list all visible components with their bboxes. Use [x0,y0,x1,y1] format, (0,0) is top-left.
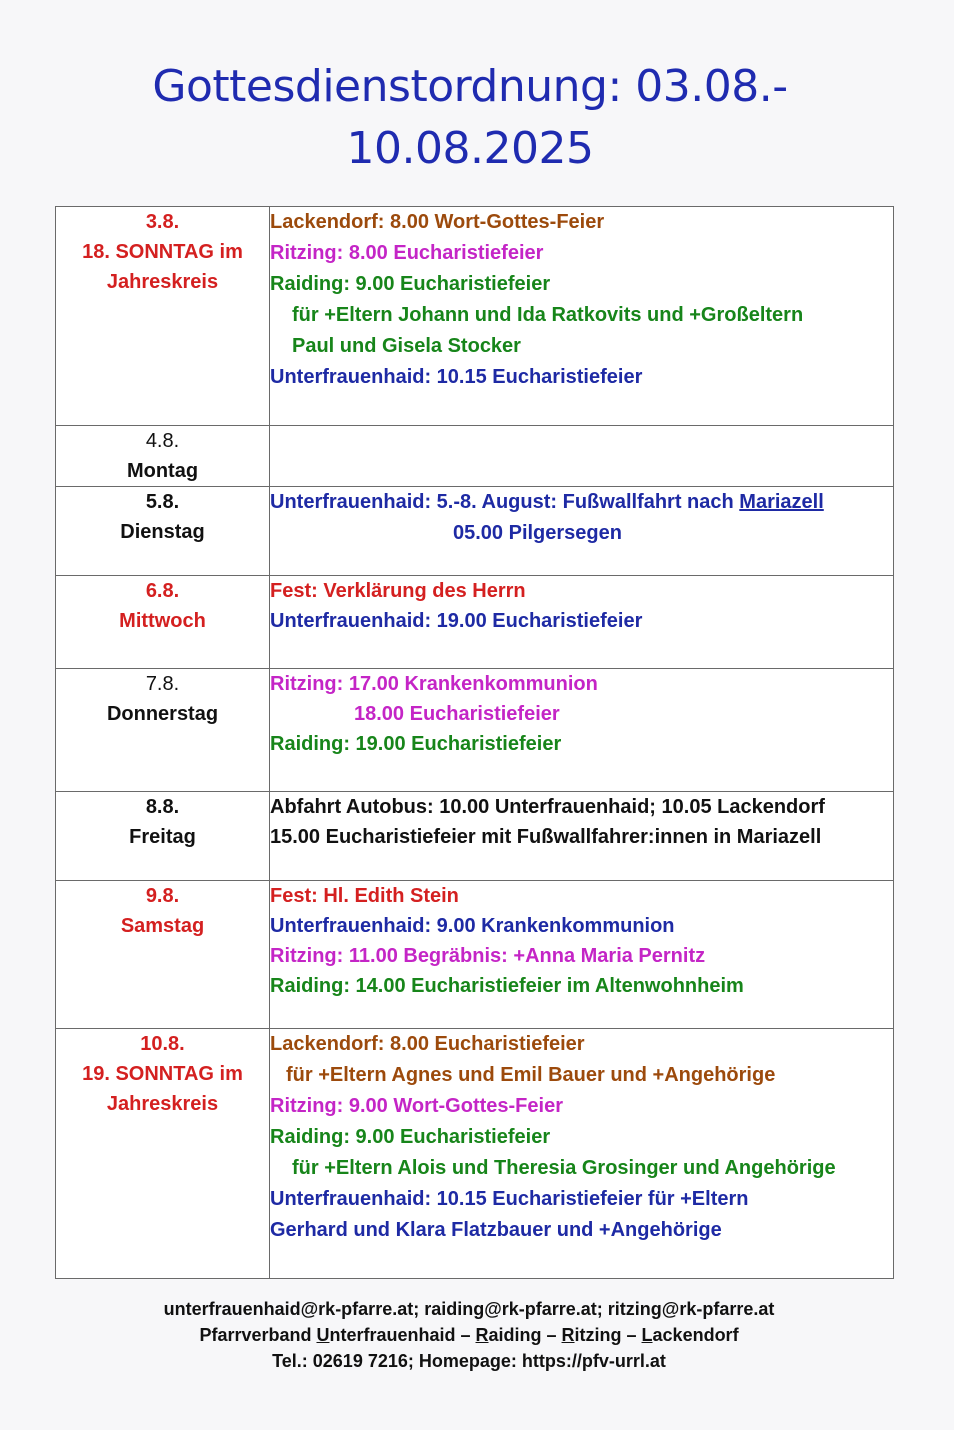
date-cell [56,426,270,487]
entry-unterfrauenhaid [270,487,893,518]
table-row [56,576,894,669]
title-line-1: Gottesdienstordnung: 03.08.- [152,61,788,112]
entry-raiding: Raiding: 9.00 Eucharistiefeier [270,273,551,295]
entry-lackendorf: Lackendorf: 8.00 Eucharistiefeier [270,1033,585,1055]
day-name: 18. SONNTAG im [82,241,243,263]
footer-r1-rest: aiding – [488,1325,562,1345]
entries-cell [270,881,894,1029]
footer-contact: Tel.: 02619 7216; Homepage: https://pfv-urrl.at [272,1351,666,1371]
entry-mariazell-mass: 15.00 Eucharistiefeier mit Fußwallfahrer:innen in Mariazell [270,826,822,848]
initial-l: L [641,1325,653,1345]
entries-cell [270,669,894,792]
table-row [56,426,894,487]
footer-l-rest: ackendorf [652,1325,739,1345]
schedule-table [55,206,894,1279]
table-row [56,881,894,1029]
initial-u: U [316,1325,330,1345]
day-name: Montag [126,460,199,482]
footer-u-rest: nterfrauenhaid – [329,1325,476,1345]
day-date: 8.8. [145,796,180,818]
initial-r2: R [561,1325,575,1345]
entry-intention: für +Eltern Agnes und Emil Bauer und +Angehörige [286,1064,776,1086]
date-cell [56,881,270,1029]
entry-unterfrauenhaid: Unterfrauenhaid: 9.00 Krankenkommunion [270,915,675,937]
day-name-2: Jahreskreis [106,271,219,293]
table-row [56,1029,894,1279]
footer-r2-rest: itzing – [574,1325,642,1345]
entry-pilgersegen: 05.00 Pilgersegen [453,522,622,544]
entry-intention-cont: Paul und Gisela Stocker [292,335,521,357]
day-name: 19. SONNTAG im [82,1063,243,1085]
entry-ritzing: Ritzing: 17.00 Krankenkommunion [270,673,598,695]
entry-ritzing: Ritzing: 9.00 Wort-Gottes-Feier [270,1095,563,1117]
entries-cell [270,576,894,669]
entries-cell [270,1029,894,1279]
entry-lackendorf: Lackendorf: 8.00 Wort-Gottes-Feier [270,211,605,233]
entries-cell [270,792,894,881]
day-date: 10.8. [140,1033,185,1055]
entry-unterfrauenhaid-cont: Gerhard und Klara Flatzbauer und +Angehörige [270,1219,722,1241]
table-row [56,207,894,426]
entry-bus: Abfahrt Autobus: 10.00 Unterfrauenhaid; 10.05 Lackendorf [270,796,825,818]
entry-intention: für +Eltern Johann und Ida Ratkovits und +Großeltern [292,304,804,326]
date-cell [56,669,270,792]
entries-cell [270,487,894,576]
entry-raiding: Raiding: 19.00 Eucharistiefeier [270,733,562,755]
day-name: Dienstag [120,521,205,543]
footer [0,1296,938,1374]
day-date: 5.8. [145,491,180,513]
day-date: 7.8. [145,673,180,695]
day-name-2: Jahreskreis [106,1093,219,1115]
footer-pfarrverband [0,1322,938,1348]
entry-text: Unterfrauenhaid: 5.-8. August: Fußwallfahrt nach [270,491,734,513]
day-name: Freitag [129,826,196,848]
day-name: Samstag [120,915,205,937]
entry-unterfrauenhaid: Unterfrauenhaid: 10.15 Eucharistiefeier [270,366,643,388]
day-date: 9.8. [145,885,180,907]
entry-ritzing: Ritzing: 11.00 Begräbnis: +Anna Maria Pernitz [270,945,706,967]
entry-raiding: Raiding: 9.00 Eucharistiefeier [270,1126,551,1148]
initial-r1: R [475,1325,489,1345]
page-title [0,56,940,180]
footer-verband-prefix: Pfarrverband [199,1325,317,1345]
day-date: 3.8. [145,211,180,233]
entries-cell [270,426,894,487]
entry-raiding: Raiding: 14.00 Eucharistiefeier im Altenwohnheim [270,975,744,997]
entry-intention: für +Eltern Alois und Theresia Grosinger und Angehörige [292,1157,836,1179]
mariazell-link[interactable]: Mariazell [739,491,824,513]
date-cell [56,576,270,669]
day-name: Mittwoch [119,610,206,632]
day-date: 4.8. [145,430,180,452]
table-row [56,669,894,792]
entry-unterfrauenhaid: Unterfrauenhaid: 10.15 Eucharistiefeier für +Eltern [270,1188,749,1210]
day-name: Donnerstag [106,703,219,725]
title-line-2: 10.08.2025 [346,123,594,174]
entry-feast: Fest: Verklärung des Herrn [270,580,526,602]
entries-cell [270,207,894,426]
entry-ritzing-mass: 18.00 Eucharistiefeier [354,703,560,725]
entry-feast: Fest: Hl. Edith Stein [270,885,459,907]
date-cell [56,487,270,576]
entry-unterfrauenhaid: Unterfrauenhaid: 19.00 Eucharistiefeier [270,610,643,632]
date-cell [56,792,270,881]
entry-ritzing: Ritzing: 8.00 Eucharistiefeier [270,242,544,264]
date-cell [56,1029,270,1279]
footer-emails: unterfrauenhaid@rk-pfarre.at; raiding@rk-pfarre.at; ritzing@rk-pfarre.at [163,1299,775,1319]
day-date: 6.8. [145,580,180,602]
table-row [56,487,894,576]
table-row [56,792,894,881]
date-cell [56,207,270,426]
